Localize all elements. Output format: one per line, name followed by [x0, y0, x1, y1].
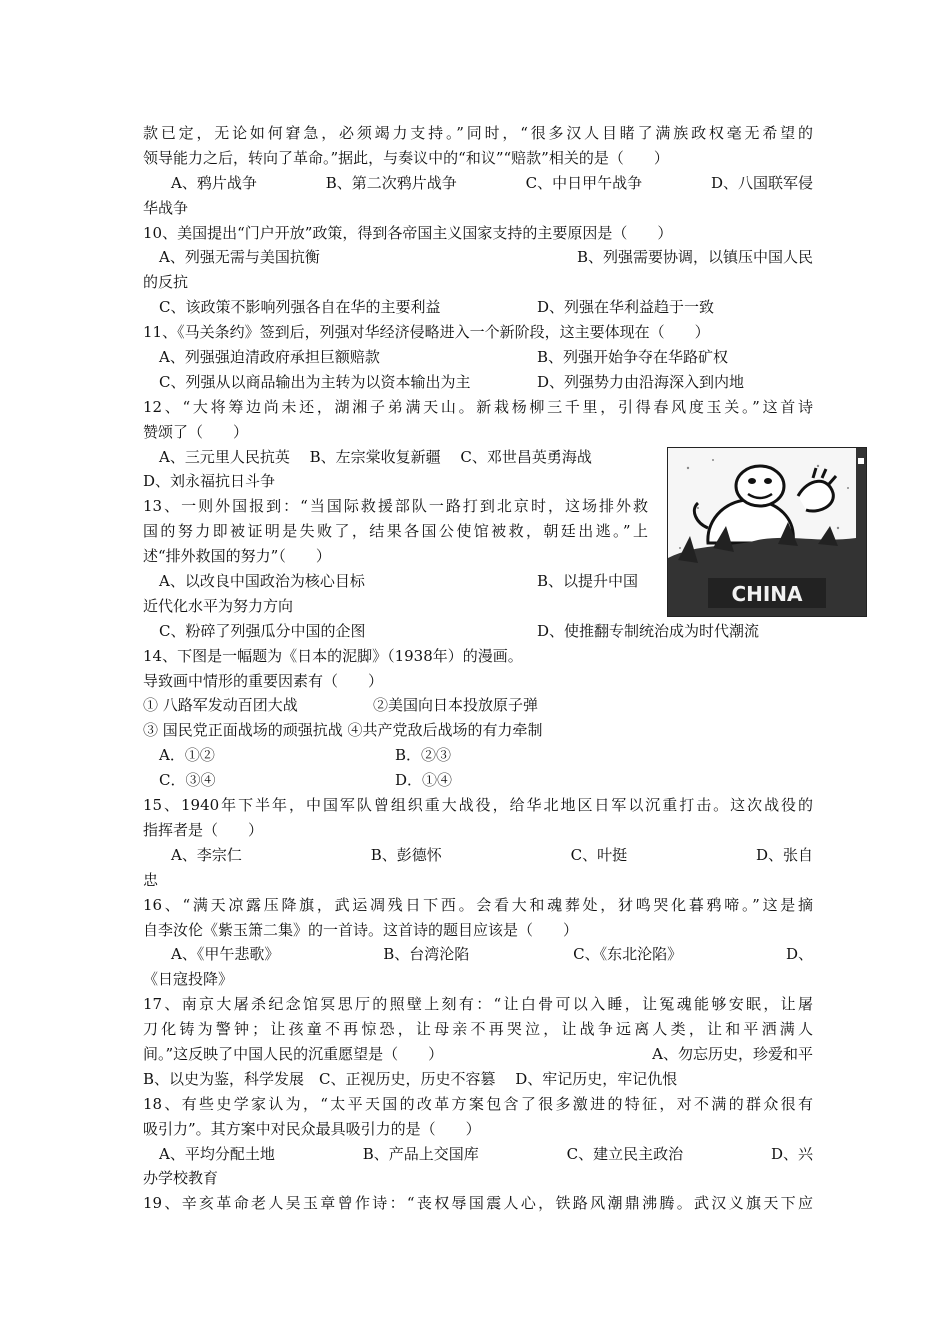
q14-options-ab	[143, 743, 813, 768]
q13-options-ab	[143, 569, 664, 594]
q9-options	[143, 171, 813, 196]
q14-statements-12	[143, 693, 813, 718]
option-a: A、列强强迫清政府承担巨额赔款	[159, 348, 380, 367]
text-line: 吸引力”。其方案中对民众最具吸引力的是（ ）	[143, 1119, 481, 1138]
question-18: 18、有些史学家认为，“太平天国的改革方案包含了很多激进的特征，对不满的群众很有	[143, 1094, 813, 1113]
option-d: D．①④	[395, 771, 453, 790]
option-c: C、粉碎了列强瓜分中国的企图	[159, 621, 366, 640]
option-a: A、鸦片战争	[171, 173, 257, 192]
option-b: B、产品上交国库	[362, 1144, 479, 1163]
option-a: A、李宗仁	[171, 845, 242, 864]
option-c: C、中日甲午战争	[525, 173, 643, 192]
cartoon-japan-clay-feet	[667, 447, 867, 617]
option-d: D、张自	[755, 845, 813, 864]
option-a: A、《甲午悲歌》	[171, 945, 280, 964]
question-11: 11、《马关条约》签到后，列强对华经济侵略进入一个新阶段，这主要体现在（ ）	[143, 323, 710, 342]
option-d: D、列强势力由沿海深入到内地	[537, 372, 745, 391]
exam-page	[143, 121, 813, 1216]
statement-2: ②美国向日本投放原子弹	[373, 696, 539, 715]
text-line: 《日寇投降》	[143, 970, 234, 989]
q13-options-cd	[143, 619, 813, 644]
option-c: C、《东北沦陷》	[573, 945, 683, 964]
q11-options-ab	[143, 345, 813, 370]
question-19: 19、辛亥革命老人吴玉章曾作诗：“丧权辱国震人心，铁路风潮鼎沸腾。武汉义旗天下应	[143, 1194, 813, 1213]
option-c: C、列强从以商品输出为主转为以资本输出为主	[159, 372, 471, 391]
option-a: A、勿忘历史，珍爱和平	[652, 1044, 813, 1063]
text-line: 导致画中情形的重要因素有（ ）	[143, 671, 384, 690]
q11-options-cd	[143, 370, 813, 395]
text-line: 忠	[143, 870, 159, 889]
text-line: 的反抗	[143, 273, 189, 292]
q12-option-d: D、刘永福抗日斗争	[143, 472, 276, 491]
q10-options-cd	[143, 295, 813, 320]
question-12: 12、“大将筹边尚未还，湖湘子弟满天山。新栽杨柳三千里，引得春风度玉关。”这首诗	[143, 397, 813, 416]
option-b: B、彭德怀	[370, 845, 442, 864]
option-a: A、平均分配土地	[159, 1144, 275, 1163]
option-c: C、叶挺	[570, 845, 628, 864]
text-line: 赞颂了（ ）	[143, 422, 249, 441]
option-b: B．②③	[395, 746, 452, 765]
text-line: 国的努力即被证明是失败了，结果各国公使馆被救，朝廷出逃。”上	[143, 522, 648, 541]
cartoon-china-label: CHINA	[731, 582, 803, 606]
q16-options	[143, 942, 813, 967]
text-line: 述“排外救国的努力”（ ）	[143, 547, 331, 566]
text-line: 指挥者是（ ）	[143, 820, 264, 839]
option-d: D、列强在华利益趋于一致	[537, 298, 715, 317]
cartoon-drawing	[668, 448, 866, 616]
option-d: D、使推翻专制统治成为时代潮流	[537, 621, 760, 640]
question-15: 15、1940年下半年，中国军队曾组织重大战役，给华北地区日军以沉重打击。这次战役的	[143, 796, 813, 815]
option-d: D、八国联军侵	[710, 173, 813, 192]
text-line: 华战争	[143, 198, 189, 217]
option-c: C、建立民主政治	[566, 1144, 684, 1163]
text-line: 款已定，无论如何窘急，必须竭力支持。”同时，“很多汉人目睹了满族政权毫无希望的	[143, 124, 813, 142]
text-line: 自李汝伦《紫玉箫二集》的一首诗。这首诗的题目应该是（ ）	[143, 920, 579, 939]
option-b: B、列强需要协调，以镇压中国人民	[576, 248, 813, 267]
option-b: B、列强开始争夺在华路矿权	[537, 348, 729, 367]
question-10: 10、美国提出“门户开放”政策，得到各帝国主义国家支持的主要原因是（ ）	[143, 223, 673, 242]
question-13: 13、一则外国报到：“当国际救援部队一路打到北京时，这场排外救	[143, 497, 648, 516]
q12-options-abc: A、三元里人民抗英 B、左宗棠收复新疆 C、邓世昌英勇海战	[159, 447, 592, 466]
text-line: 近代化水平为努力方向	[143, 596, 294, 615]
q10-options-ab	[143, 245, 813, 270]
text-line: 办学校教育	[143, 1169, 219, 1188]
option-b: B、台湾沦陷	[383, 945, 470, 964]
option-b: B、第二次鸦片战争	[325, 173, 457, 192]
text-line: 刀化铸为警钟；让孩童不再惊恐，让母亲不再哭泣，让战争远离人类，让和平洒满人	[143, 1020, 813, 1039]
question-16: 16、“满天凉露压降旗，武运凋残日下西。会看大和魂葬处，犲鸣哭化暮鸦啼。”这是摘	[143, 895, 813, 914]
option-a: A、以改良中国政治为核心目标	[159, 572, 365, 591]
statement-1: ① 八路军发动百团大战	[143, 696, 298, 715]
option-b: B、以提升中国	[537, 572, 639, 591]
option-c: C．③④	[159, 771, 216, 790]
q17-line-3	[143, 1042, 813, 1067]
q14-statements-34: ③ 国民党正面战场的顽强抗战 ④共产党敌后战场的有力牵制	[143, 721, 543, 740]
q18-options	[143, 1142, 813, 1167]
q17-options-bcd: B、以史为鉴，科学发展 C、正视历史，历史不容篡 D、牢记历史，牢记仇恨	[143, 1069, 678, 1088]
option-a: A、列强无需与美国抗衡	[159, 248, 320, 267]
text-line: 领导能力之后，转向了革命。”据此，与奏议中的“和议”“赔款”相关的是（ ）	[143, 148, 669, 167]
option-d: D、兴	[770, 1144, 813, 1163]
text-line: 间。”这反映了中国人民的沉重愿望是（ ）	[143, 1044, 444, 1063]
question-17: 17、南京大屠杀纪念馆冥思厅的照壁上刻有：“让白骨可以入睡，让冤魂能够安眠，让屠	[143, 995, 813, 1014]
option-d: D、	[785, 945, 813, 964]
question-14: 14、下图是一幅题为《日本的泥脚》（1938年）的漫画。	[143, 646, 523, 665]
option-a: A．①②	[159, 746, 215, 765]
q14-options-cd	[143, 768, 813, 793]
option-c: C、该政策不影响列强各自在华的主要利益	[159, 298, 441, 317]
q15-options	[143, 843, 813, 868]
